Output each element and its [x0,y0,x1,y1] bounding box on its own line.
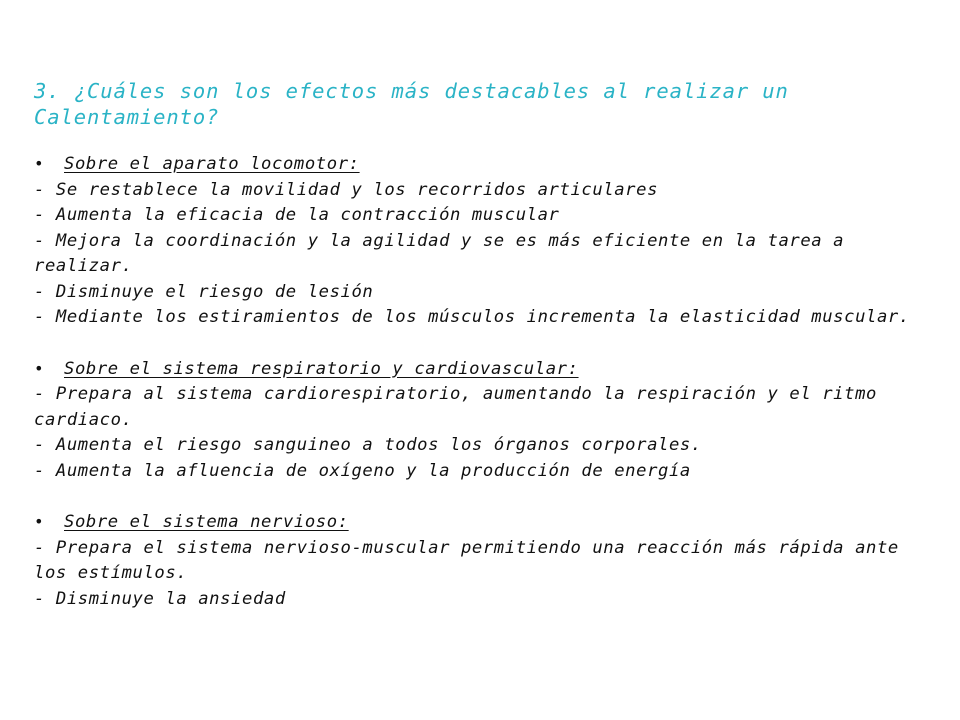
list-item: - Disminuye la ansiedad [34,588,286,609]
bullet-icon: • [34,512,45,531]
slide-title: 3. ¿Cuáles son los efectos más destacables al realizar un Calentamiento? [34,79,789,129]
list-item: - Mediante los estiramientos de los músculos incrementa la elasticidad muscular. [34,307,910,327]
list-item: - Aumenta la afluencia de oxígeno y la producción de energía [34,460,691,481]
slide-content [34,78,934,637]
section-heading-text: Sobre el aparato locomotor: [64,154,360,174]
list-item: - Aumenta la eficacia de la contracción muscular [34,205,560,225]
section-heading [34,356,934,383]
section-respiratorio [34,356,934,485]
bullet-icon: • [34,358,45,378]
section-heading [34,509,934,536]
list-item: - Aumenta el riesgo sanguineo a todos los órganos corporales. [34,435,702,455]
section-heading-text: Sobre el sistema nervioso: [64,512,349,532]
list-item: - Se restablece la movilidad y los recorridos articulares [34,179,659,200]
list-item: - Disminuye el riesgo de lesión [34,281,374,302]
list-item: - Prepara el sistema nervioso-muscular permitiendo una reacción más rápida ante los estímulos. [34,537,899,583]
bullet-icon: • [34,154,45,173]
section-heading [34,151,934,178]
section-locomotor [34,151,934,331]
list-item: - Prepara al sistema cardiorespiratorio, aumentando la respiración y el ritmo cardiaco. [34,384,877,430]
section-nervioso [34,509,934,612]
list-item: - Mejora la coordinación y la agilidad y se es más eficiente en la tarea a realizar. [34,230,845,276]
section-heading-text: Sobre el sistema respiratorio y cardiovascular: [64,358,579,379]
